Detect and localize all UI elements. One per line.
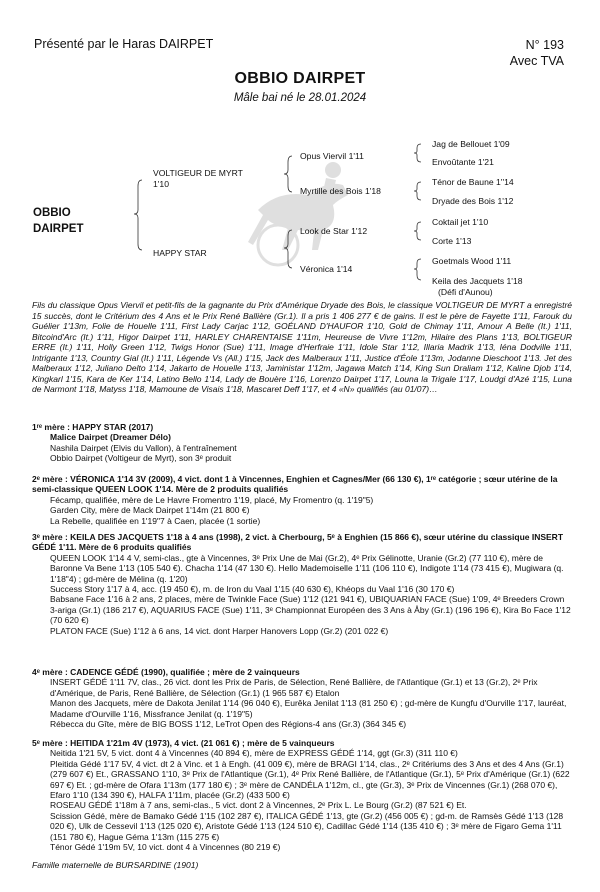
sdd: Dryade des Bois 1'12 xyxy=(432,196,514,206)
dd-record: 1'14 xyxy=(336,264,353,274)
sire xyxy=(153,168,243,190)
section-3-line: Babsane Face 1'16 à 2 ans, 2 places, mère de Twinkle Face (Sue) 1'12 (121 941 €), UBIQUARIAN FACE (Sue) 1'09, 4ᵉ Breeders Crown 3-ariga (Gr.1) (186 217 €), AQUARIUS FACE (Sue) 1'11, 3ᵉ Championnat Européen des 3 Ans à Åby (Gr.1) (196 196 €), Kira Bo Face 1'12 (70 620 €) xyxy=(50,594,571,626)
sds: Ténor de Baune 1''14 xyxy=(432,177,514,187)
section-2-line: La Rebelle, qualifiée en 1'19"7 à Caen, placée (1 sortie) xyxy=(50,515,261,526)
ddd xyxy=(432,276,523,298)
section-5-line: Scission Gédé, mère de Bamako Gédé 1'15 (102 287 €), ITALICA GÉDÉ 1'13, gte (Gr.2) (456 005 €) ; gd-m. de Ramsès Gédé 1'13 (128 020 €), Ulk de Cessevil 1'13 (125 020 €), Aristote Gédé 1'13 (124 510 €), Cadillac Gédé 1'14 (135 410 €) ; 3ᵉ mère de Figaro Gema 1'11 (151 780 €), Hague Géma 1'13m (115 275 €) xyxy=(50,810,564,842)
section-1-line: Nashila Dairpet (Elvis du Vallon), à l'entraînement xyxy=(50,442,237,453)
section-3-line: Success Story 1'17 à 4, acc. (19 450 €), m. de Iron du Vaal 1'15 (40 630 €), Khéops du Vaal 1'16 (30 170 €) xyxy=(50,584,455,595)
section-3-line: PLATON FACE (Sue) 1'12 à 6 ans, 14 vict. dont Harper Hanovers Lopp (Gr.2) (201 022 €) xyxy=(50,625,389,636)
section-5-line: Ténor Gédé 1'19m 5V, 10 vict. dont 4 à Vincennes (80 219 €) xyxy=(50,842,281,853)
dam-name: HAPPY STAR xyxy=(153,248,207,258)
ss-record: 1'11 xyxy=(348,151,364,161)
section-4 xyxy=(32,667,572,729)
section-1-line: Obbio Dairpet (Voltigeur de Myrt), son 3ᵉ produit xyxy=(50,453,232,464)
dam-sire xyxy=(300,226,367,237)
section-4-line: Manon des Jacquets, mère de Dakota Jenilat 1'14 (96 040 €), Eurêka Jenilat 1'13 (81 250 €) ; gd-mère de Kungfu d'Ourville 1'17, lauréat, Madame d'Ourville 1'16, Missfrance Jenilat (q. 1'19"5) xyxy=(50,698,567,719)
intro-paragraph: Fils du classique Opus Viervil et petit-fils de la gagnante du Prix d'Amérique Dryade des Bois, le classique VOLTIGEUR DE MYRT a enregistré 15 succès, dont le Critérium des 4 Ans et le Prix René Ballière (Gr.1). Il a pris 1 406 277 € de gains. Il est le père de Fayette 1'11, Farouk du Guélier 1'13m, Folie de Houelle 1'11, First Lady Carjac 1'12, GOÉLAND D'HAUFOR 1'10, Gold de Chimay 1'11, Amour A Belle (It.) 1'11, Bitcoind'Arc (It.) 1'11, Higor Dairpet 1'11, HARLEY CHARENTAISE 1'11m, Heureuse de Vivre 1'12m, Hilaire des Plans 1'13, BOLTIGEUR ERRE (It.) 1'11, Holly Green 1'12, Twigs Honor (Sue) 1'11, Image d'Herfraie 1'11, Idole Star 1'12, Illaria Madrik 1'13, Iéna Dodville 1'11, Intrigante 1'13, Country Gial (It.) 1'11, Légende Vs (All.) 1'15, Jack des Malberaux 1'11, Justice d'Éole 1'13m, Jodanne Dieschoot 1'13. Jet des Malberaux 1'12, Juliano Delto 1'14, Jakarto de Houelle 1'13, Jaministar 1'12m, Jagawa Match 1'14, King Sun Draliam 1'12, Kaline Djob 1'14, Kingkarl 1'15, Kara de Ker 1'14, Latino Bello 1'14, Lady de Bouère 1'16, Lorenzo Dairpet 1'17, Louna la Trigale 1'17, Loudgi d'Azé 1'15, Luna de Narmont 1'18, Matyss 1'18, Mamoune de Visais 1'18, Mascaret Deff 1'17, et 4 «N» qualifiés (au 01/07)… xyxy=(32,300,572,394)
sire-sire xyxy=(300,151,364,162)
horse-name-line1: OBBIO xyxy=(33,207,71,219)
sire-name: VOLTIGEUR DE MYRT xyxy=(153,168,243,178)
section-1-line: Malice Dairpet (Dreamer Délo) xyxy=(50,432,171,443)
dsd: Corte 1'13 xyxy=(432,236,472,246)
horse-title: OBBIO DAIRPET xyxy=(234,70,366,87)
pedigree-brackets xyxy=(0,0,600,300)
presenter-text: Présenté par le Haras DAIRPET xyxy=(34,37,214,51)
ddd-sub: (Défi d'Aunou) xyxy=(438,287,493,297)
horse-description: Mâle bai né le 28.01.2024 xyxy=(233,92,367,104)
sd-name: Myrtille des Bois xyxy=(300,186,363,196)
dd-name: Véronica xyxy=(300,264,334,274)
lot-number: N° 193 xyxy=(525,38,564,52)
section-5-line: Pleitida Gédé 1'17 5V, 4 vict. dt 2 à Vinc. et 1 à Engh. (41 009 €), mère de BRAGI 1'14, clas., 2ᵉ Critériums des 3 Ans et des 4 Ans (Gr.1) (279 607 €) Et., GRASSANO 1'10, 3ᵉ Prix de l'Atlantique (Gr.1), 4ᵉ Prix René Ballière, de l'Atlantique (Gr.1), 5ᵉ Prix d'Amérique (Gr.1) (622 697 €) Et. ; gd-mère de Ofara 1'13m (177 180 €) ; 3ᵉ mère de CANDÉLA 1'12m, cl., gte (Gr.3), 3ᵉ Prix de Vincennes (Gr.1) (268 070 €), Efaro 1'10 (134 390 €), HALFA 1'11m, placée (Gr.2) (433 500 €) xyxy=(50,758,570,801)
sd-record: 1'18 xyxy=(364,186,381,196)
ss-name: Opus Viervil xyxy=(300,151,347,161)
section-2-line: Garden City, mère de Mack Dairpet 1'14m (21 800 €) xyxy=(50,505,250,516)
section-3 xyxy=(32,532,572,636)
ds-record: 1'12 xyxy=(351,226,368,236)
maternal-family-note: Famille maternelle de BURSARDINE (1901) xyxy=(32,860,199,870)
section-3-line: QUEEN LOOK 1'14 4 V, semi-clas., gte à Vincennes, 3ᵉ Prix Une de Mai (Gr.2), 4ᵉ Prix Gélinotte, Uranie (Gr.2) (77 110 €), mère de Baronne Va Bene 1'13 (105 540 €). Chacha 1'14 (47 130 €). Hello Mademoiselle 1'11 (106 110 €), Indigote 1'14 (73 415 €), Mugiwara (q. 1'18"4) ; gd-mère de Mélina (q. 1'20) xyxy=(50,552,564,584)
section-2-line: Fécamp, qualifiée, mère de Le Havre Fromentro 1'19, placé, My Fromentro (q. 1'19"5) xyxy=(50,494,374,505)
sss: Jag de Bellouet 1'09 xyxy=(432,139,510,149)
dam-dam xyxy=(300,264,352,275)
section-3-head: 3ᵉ mère : KEILA DES JACQUETS 1'18 à 4 ans (1998), 2 vict. à Cherbourg, 5ᵉ à Enghien (15 866 €), sœur utérine du classique INSERT GÉDÉ 1'11. Mère de 6 produits qualifiés xyxy=(32,532,564,553)
sire-record: 1'10 xyxy=(153,179,169,189)
section-5-head: 5ᵉ mère : HEITIDA 1'21m 4V (1973), 4 vict. (21 061 €) ; mère de 5 vainqueurs xyxy=(32,738,335,748)
vat-label: Avec TVA xyxy=(509,54,564,68)
sire-dam xyxy=(300,186,381,197)
dss: Coktail jet 1'10 xyxy=(432,217,489,227)
section-5-line: ROSEAU GÉDÉ 1'18m à 7 ans, semi-clas., 5 vict. dont 2 à Vincennes, 2ᵉ Prix L. Le Bourg (Gr.2) (87 521 €) Et. xyxy=(50,800,467,811)
section-2-head: 2ᵉ mère : VÉRONICA 1'14 3V (2009), 4 vict. dont 1 à Vincennes, Enghien et Cagnes/Mer (66 130 €), 1ʳᵉ catégorie ; sœur utérine de la semi-classique QUEEN LOOK 1'14. Mère de 2 produits qualifiés xyxy=(32,474,558,495)
section-1 xyxy=(32,422,572,464)
ds-name: Look de Star xyxy=(300,226,349,236)
section-4-head: 4ᵉ mère : CADENCE GÉDÉ (1990), qualifiée ; mère de 2 vainqueurs xyxy=(32,667,300,677)
dds: Goetmals Wood 1'11 xyxy=(432,256,512,266)
section-2 xyxy=(32,474,572,526)
ddd-name: Keila des Jacquets 1'18 xyxy=(432,276,523,286)
section-5 xyxy=(32,738,572,852)
horse-name-line2: DAIRPET xyxy=(33,223,84,235)
section-4-line: INSERT GÉDÉ 1'11 7V, clas., 26 vict. dont les Prix de Paris, de Sélection, René Ballière, de l'Atlantique (Gr.1) et 13 (Gr.2), 2ᵉ Prix d'Amérique, de Paris, René Ballière, de Sélection (Gr.1) (1 965 587 €) Etalon xyxy=(50,677,538,698)
section-5-line: Neitida 1'21 5V, 5 vict. dont 4 à Vincennes (40 894 €), mère de EXPRESS GÉDÉ 1'14, ggt (Gr.3) (311 110 €) xyxy=(50,748,458,759)
section-1-head: 1ʳᵉ mère : HAPPY STAR (2017) xyxy=(32,422,154,432)
ssd: Envoûtante 1'21 xyxy=(432,157,494,167)
section-4-line: Rébecca du Gîte, mère de BIG BOSS 1'12, LeTrot Open des Régions-4 ans (Gr.3) (364 345 €) xyxy=(50,719,407,730)
